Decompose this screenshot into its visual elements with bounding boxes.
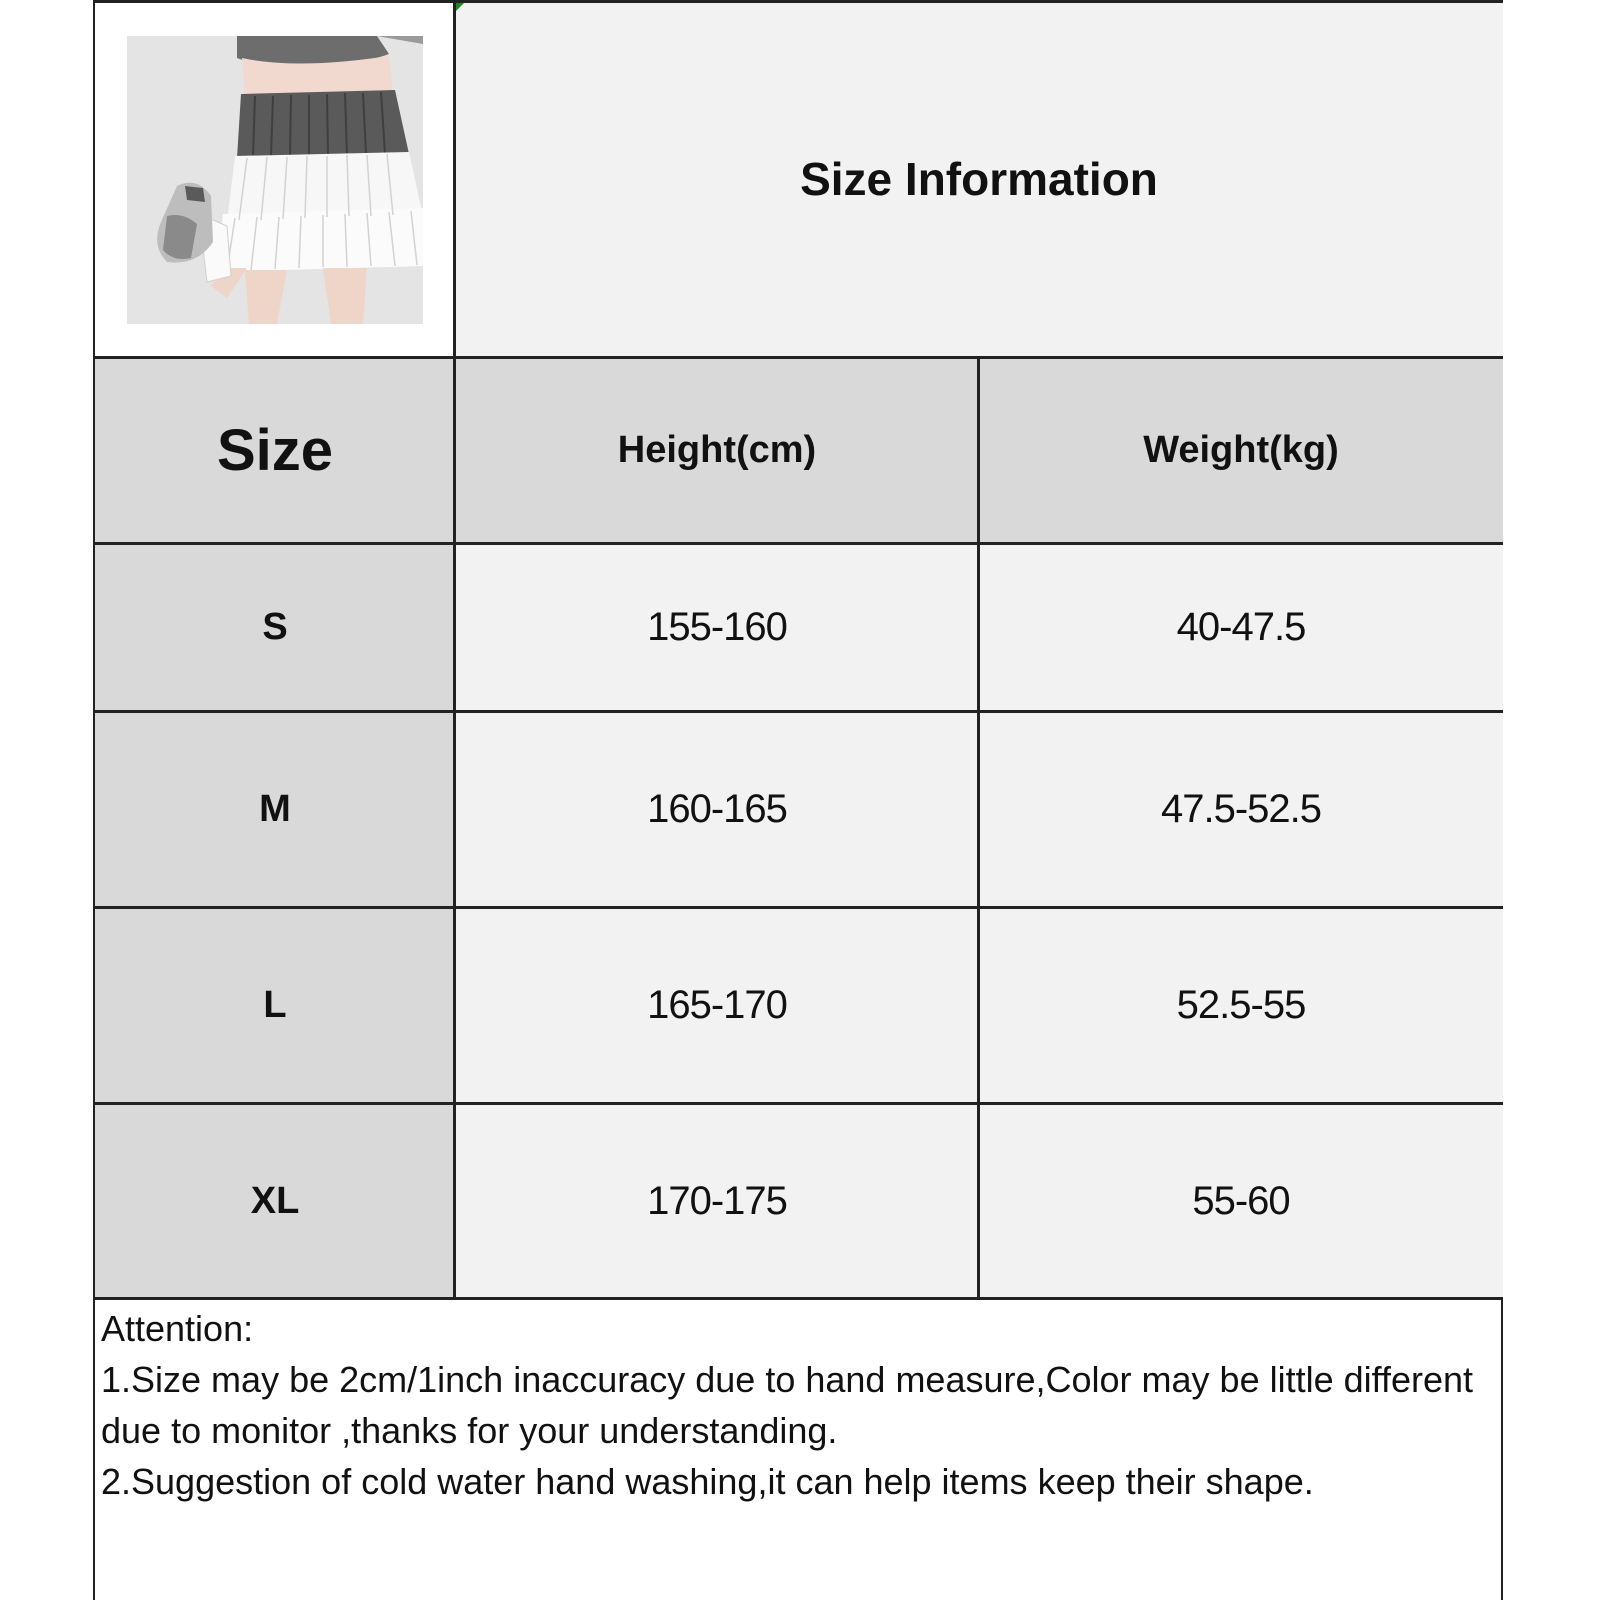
grid-line — [977, 357, 980, 1299]
size-label-s: S — [95, 543, 455, 711]
grid-line — [95, 906, 1503, 909]
grid-line — [95, 542, 1503, 545]
grid-line-top — [95, 0, 1503, 3]
note-line-2: 2.Suggestion of cold water hand washing,it can help items keep their shape. — [101, 1461, 1314, 1502]
height-column-header: Height(cm) — [455, 357, 979, 543]
size-label-l: L — [95, 907, 455, 1103]
pleated-mini-skirt-photo — [127, 36, 423, 324]
weight-value-l: 52.5-55 — [979, 907, 1503, 1103]
weight-value-xl: 55-60 — [979, 1103, 1503, 1299]
weight-column-header: Weight(kg) — [979, 357, 1503, 543]
height-value-m: 160-165 — [455, 711, 979, 907]
size-label-m: M — [95, 711, 455, 907]
attention-heading: Attention: — [101, 1308, 254, 1349]
note-line-1: 1.Size may be 2cm/1inch inaccuracy due to hand measure,Color may be little different due to monitor ,thanks for your understanding. — [101, 1359, 1474, 1451]
grid-line — [95, 356, 1503, 359]
size-label-xl: XL — [95, 1103, 455, 1299]
grid-line — [95, 1297, 1503, 1300]
grid-line — [95, 710, 1503, 713]
height-value-xl: 170-175 — [455, 1103, 979, 1299]
grid-line — [95, 1102, 1503, 1105]
attention-notes — [101, 1303, 1491, 1507]
height-value-l: 165-170 — [455, 907, 979, 1103]
grid-line — [453, 0, 456, 1299]
size-chart-sheet — [93, 0, 1503, 1600]
weight-value-s: 40-47.5 — [979, 543, 1503, 711]
weight-value-m: 47.5-52.5 — [979, 711, 1503, 907]
size-information-title: Size Information — [455, 0, 1503, 357]
product-photo-cell — [95, 0, 455, 357]
size-column-header: Size — [95, 357, 455, 543]
height-value-s: 155-160 — [455, 543, 979, 711]
